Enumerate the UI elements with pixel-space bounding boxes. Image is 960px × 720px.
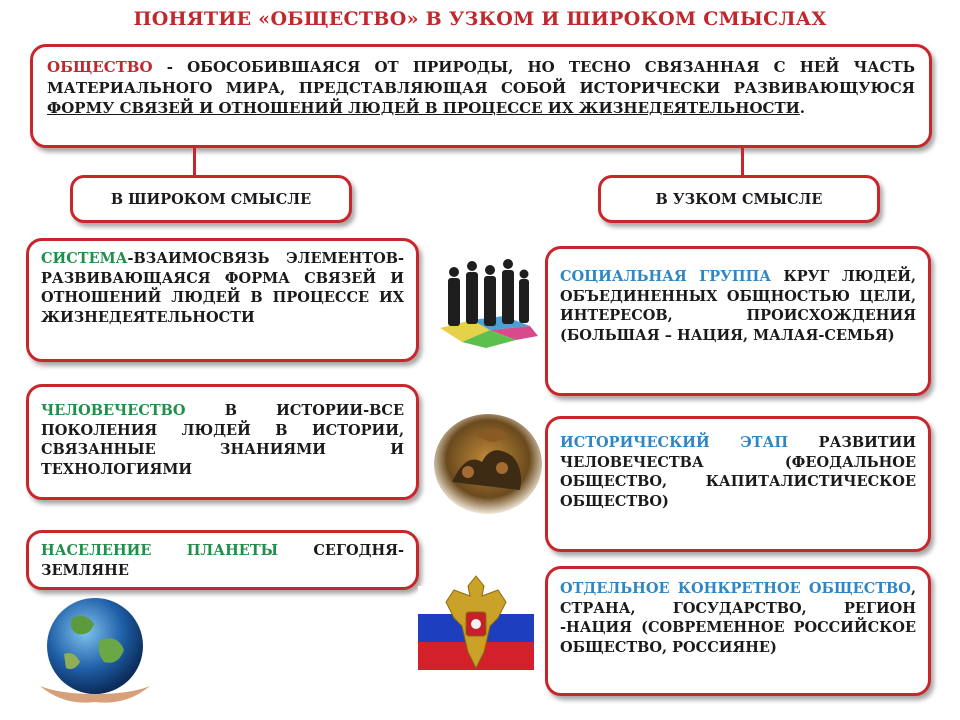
narrow-item-text: , СТРАНА, ГОСУДАРСТВО, РЕГИОН -НАЦИЯ (СОВРЕМЕННОЕ РОССИЙСКОЕ ОБЩЕСТВО, РОССИЯНЕ) bbox=[560, 580, 916, 656]
people-group-image bbox=[432, 250, 542, 350]
broad-sense-header-label: В ШИРОКОМ СМЫСЛЕ bbox=[110, 190, 312, 208]
narrow-sense-header-label: В УЗКОМ СМЫСЛЕ bbox=[655, 190, 823, 208]
russian-coat-of-arms-image bbox=[418, 572, 534, 682]
page-title: ПОНЯТИЕ «ОБЩЕСТВО» В УЗКОМ И ШИРОКОМ СМЫСЛАХ bbox=[133, 8, 827, 30]
broad-item-text: -ВЗАИМОСВЯЗЬ ЭЛЕМЕНТОВ- РАЗВИВАЮЩАЯСЯ ФОРМА СВЯЗЕЙ И ОТНОШЕНИЙ ЛЮДЕЙ В ПРОЦЕССЕ ИХ ЖИЗНЕДЕЯТЕЛЬНОСТИ bbox=[41, 250, 404, 326]
earth-globe-image bbox=[34, 590, 156, 706]
narrow-item-text: РАЗВИТИИ ЧЕЛОВЕЧЕСТВА (ФЕОДАЛЬНОЕ ОБЩЕСТВО, КАПИТАЛИСТИЧЕСКОЕ ОБЩЕСТВО) bbox=[560, 434, 916, 510]
definition-term: ОБЩЕСТВО bbox=[47, 58, 153, 76]
broad-item-term: СИСТЕМА bbox=[41, 250, 128, 267]
broad-item-humanity bbox=[26, 384, 419, 500]
definition-underlined-text: ФОРМУ СВЯЗЕЙ И ОТНОШЕНИЙ ЛЮДЕЙ В ПРОЦЕССЕ ИХ ЖИЗНЕДЕЯТЕЛЬНОСТИ bbox=[47, 99, 800, 117]
narrow-item-concrete-society bbox=[545, 566, 931, 696]
connector-left bbox=[193, 148, 196, 178]
narrow-item-social-group bbox=[545, 246, 931, 396]
connector-right bbox=[741, 148, 744, 178]
definition-text: - ОБОСОБИВШАЯСЯ ОТ ПРИРОДЫ, НО ТЕСНО СВЯЗАННАЯ С НЕЙ ЧАСТЬ МАТЕРИАЛЬНОГО МИРА, ПРЕДСТАВЛЯЮЩАЯ СОБОЙ ИСТОРИЧЕСКИ РАЗВИВАЮЩУЮСЯ bbox=[47, 58, 915, 97]
narrow-item-term: СОЦИАЛЬНАЯ ГРУППА bbox=[560, 268, 772, 285]
definition-box bbox=[30, 44, 932, 148]
narrow-item-text: КРУГ ЛЮДЕЙ, ОБЪЕДИНЕННЫХ ОБЩНОСТЬЮ ЦЕЛИ, ИНТЕРЕСОВ, ПРОИСХОЖДЕНИЯ (БОЛЬШАЯ – НАЦИЯ, МАЛАЯ-СЕМЬЯ) bbox=[560, 268, 917, 344]
broad-item-population bbox=[26, 530, 419, 590]
broad-item-text: В ИСТОРИИ-ВСЕ ПОКОЛЕНИЯ ЛЮДЕЙ В ИСТОРИИ, СВЯЗАННЫЕ ЗНАНИЯМИ И ТЕХНОЛОГИЯМИ bbox=[41, 402, 404, 478]
broad-item-term: НАСЕЛЕНИЕ ПЛАНЕТЫ bbox=[41, 542, 279, 559]
primitive-people-image bbox=[432, 412, 544, 516]
broad-item-text: СЕГОДНЯ-ЗЕМЛЯНЕ bbox=[41, 542, 404, 579]
definition-end: . bbox=[799, 99, 806, 117]
narrow-item-historical-stage bbox=[545, 416, 931, 552]
broad-item-term: ЧЕЛОВЕЧЕСТВО bbox=[41, 402, 186, 419]
narrow-item-term: ИСТОРИЧЕСКИЙ ЭТАП bbox=[560, 434, 789, 451]
broad-item-system bbox=[26, 238, 419, 362]
narrow-item-term: ОТДЕЛЬНОЕ КОНКРЕТНОЕ ОБЩЕСТВО bbox=[560, 580, 911, 597]
narrow-sense-header bbox=[598, 175, 880, 223]
broad-sense-header bbox=[70, 175, 352, 223]
